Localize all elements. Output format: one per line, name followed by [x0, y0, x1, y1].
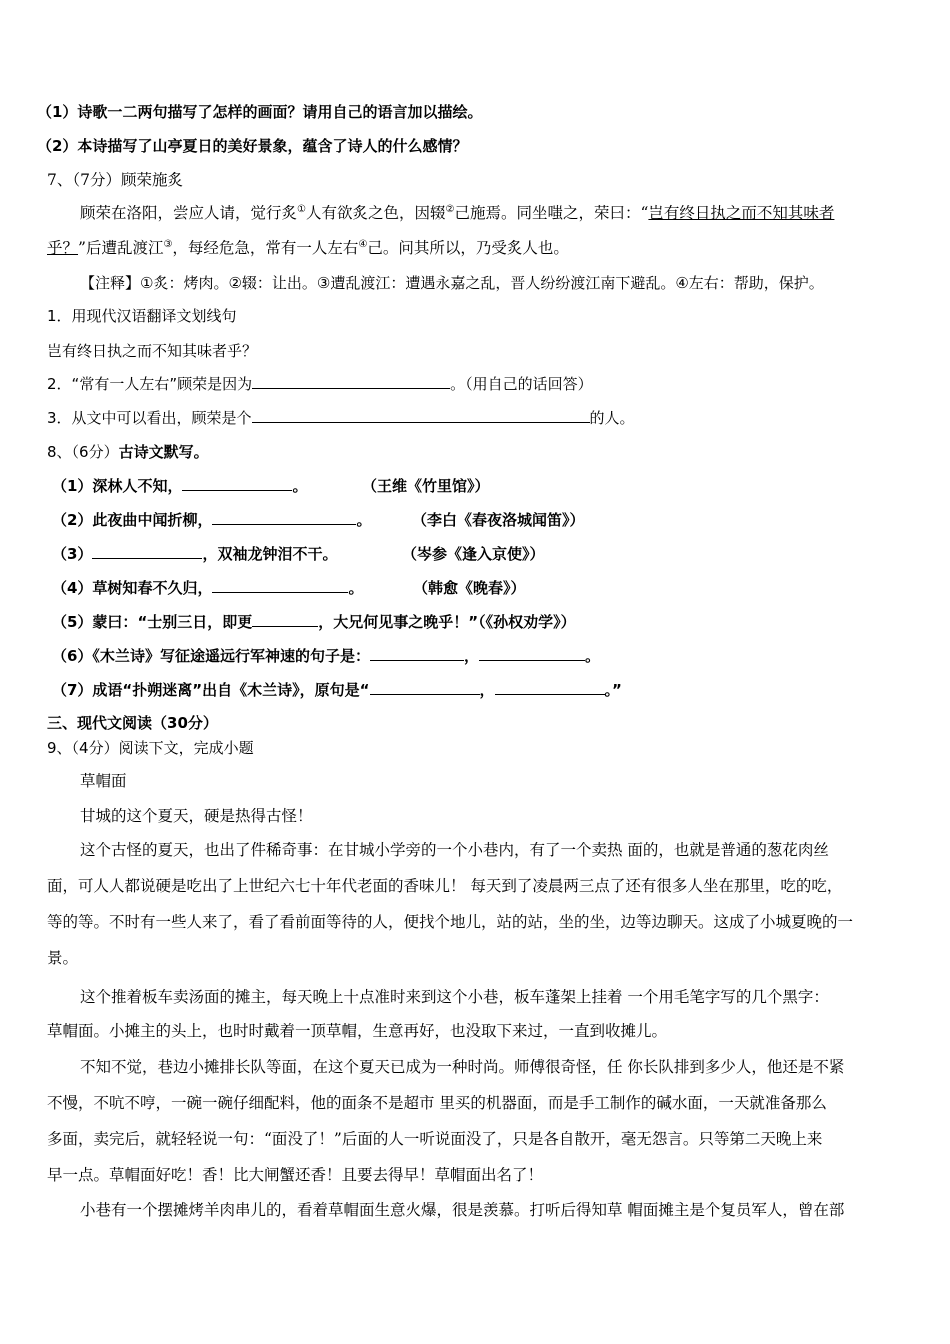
answer-blank[interactable] [495, 680, 605, 695]
q7-notes: 【注释】①炙：烤肉。②辍：让出。③遭乱渡江：遭遇永嘉之乱，晋人纷纷渡江南下避乱。④左右：帮助，保护。 [80, 274, 824, 292]
q7-task1-sentence: 岂有终日执之而不知其味者乎？ [47, 342, 258, 360]
q9-paragraph2-line3: 等的等。不时有一些人来了，看了看前面等待的人，便找个地儿，站的站，坐的坐，边等边聊天。这成了小城夏晚的一 [47, 913, 854, 931]
q9-paragraph4-line4: 早一点。草帽面好吃！香！比大闸蟹还香！且要去得早！草帽面出名了！ [47, 1166, 544, 1184]
answer-blank[interactable] [479, 646, 585, 661]
q9-paragraph4-line2: 不慢，不吭不哼，一碗一碗仔细配料，他的面条不是超市 里买的机器面，而是手工制作的碱水面，一天就准备那么 [47, 1094, 827, 1112]
q7-passage-line1: 顾荣在洛阳，尝应人请，觉行炙①人有欲炙之色，因辍②己施焉。同坐嗤之，荣曰：“岂有终日执之而不知其味者 [80, 203, 835, 222]
q9-paragraph2-line2: 面，可人人都说硬是吃出了上世纪六七十年代老面的香味儿！ 每天到了凌晨两三点了还有很多人坐在那里，吃的吃， [47, 877, 843, 895]
q8-line3: （3） ，双袖龙钟泪不干。 [52, 545, 338, 563]
q8-line3-source: （岑参《逢入京使》） [402, 545, 545, 563]
q9-paragraph4-line1: 不知不觉，巷边小摊排长队等面，在这个夏天已成为一种时尚。师傅很奇怪，任 你长队排到多少人，他还是不紧 [80, 1058, 845, 1076]
q8-header: 8、（6分）古诗文默写。 [47, 443, 209, 461]
q9-paragraph5-line1: 小巷有一个摆摊烤羊肉串儿的，看着草帽面生意火爆，很是羡慕。打听后得知草 帽面摊主是个复员军人，曾在部 [80, 1201, 845, 1219]
q7-task2: 2．“常有一人左右”顾荣是因为 。（用自己的话回答） [47, 375, 593, 393]
q7-task1: 1．用现代汉语翻译文划线句 [47, 307, 237, 325]
q9-paragraph2-line1: 这个古怪的夏天，也出了件稀奇事：在甘城小学旁的一个小巷内，有了一个卖热 面的，也就是普通的葱花肉丝 [80, 841, 829, 859]
q8-line1-source: （王维《竹里馆》） [362, 477, 490, 495]
q9-paragraph3-line1: 这个推着板车卖汤面的摊主，每天晚上十点准时来到这个小巷，板车蓬架上挂着 一个用毛笔字写的几个黑字： [80, 988, 829, 1006]
q6-sub2: （2）本诗描写了山亭夏日的美好景象，蕴含了诗人的什么感情？ [37, 137, 468, 155]
q9-paragraph4-line3: 多面，卖完后，就轻轻说一句：“面没了！”后面的人一听说面没了，只是各自散开，毫无怨言。只等第二天晚上来 [47, 1130, 823, 1148]
q8-line1: （1）深林人不知， 。 [52, 477, 308, 495]
answer-blank[interactable] [212, 510, 356, 525]
q7-task3: 3．从文中可以看出，顾荣是个 的人。 [47, 409, 635, 427]
answer-blank[interactable] [182, 476, 292, 491]
answer-blank[interactable] [252, 374, 450, 389]
q7-passage-line2: 乎？”后遭乱渡江③，每经危急，常有一人左右④己。问其所以，乃受炙人也。 [47, 238, 569, 257]
answer-blank[interactable] [370, 680, 480, 695]
q6-sub1: （1）诗歌一二两句描写了怎样的画面？请用自己的语言加以描绘。 [37, 103, 483, 121]
q9-paragraph3-line2: 草帽面。小摊主的头上，也时时戴着一顶草帽，生意再好，也没取下来过，一直到收摊儿。 [47, 1022, 668, 1040]
q9-paragraph2-line4: 景。 [47, 949, 79, 967]
q9-header: 9、（4分）阅读下文，完成小题 [47, 739, 254, 757]
q8-line4: （4）草树知春不久归， 。 [52, 579, 364, 597]
q8-line6: （6）《木兰诗》写征途遥远行军神速的句子是： ， 。 [52, 647, 600, 665]
underlined-sentence: 岂有终日执之而不知其味者 [648, 204, 835, 222]
q8-line2-source: （李白《春夜洛城闻笛》） [412, 511, 585, 529]
underlined-sentence-end: 乎？ [47, 239, 79, 257]
answer-blank[interactable] [370, 646, 464, 661]
note-marker: ① [297, 203, 306, 215]
note-marker: ④ [358, 238, 368, 250]
note-marker: ② [445, 203, 455, 215]
answer-blank[interactable] [212, 578, 348, 593]
section3-title: 三、现代文阅读（30分） [47, 714, 218, 732]
q9-paragraph1: 甘城的这个夏天，硬是热得古怪！ [80, 807, 313, 825]
q8-line4-source: （韩愈《晚春》） [413, 579, 526, 597]
q8-line5: （5）蒙曰：“士别三日，即更 ，大兄何见事之晚乎！”（《孙权劝学》） [52, 613, 576, 631]
answer-blank[interactable] [92, 544, 202, 559]
q8-line7: （7）成语“扑朔迷离”出自《木兰诗》，原句是“ ， 。” [52, 681, 622, 699]
q7-header: 7、（7分）顾荣施炙 [47, 171, 183, 189]
q9-title: 草帽面 [80, 772, 127, 790]
q8-line2: （2）此夜曲中闻折柳， 。 [52, 511, 372, 529]
note-marker: ③ [163, 238, 173, 250]
answer-blank[interactable] [252, 408, 590, 423]
answer-blank[interactable] [252, 612, 318, 627]
